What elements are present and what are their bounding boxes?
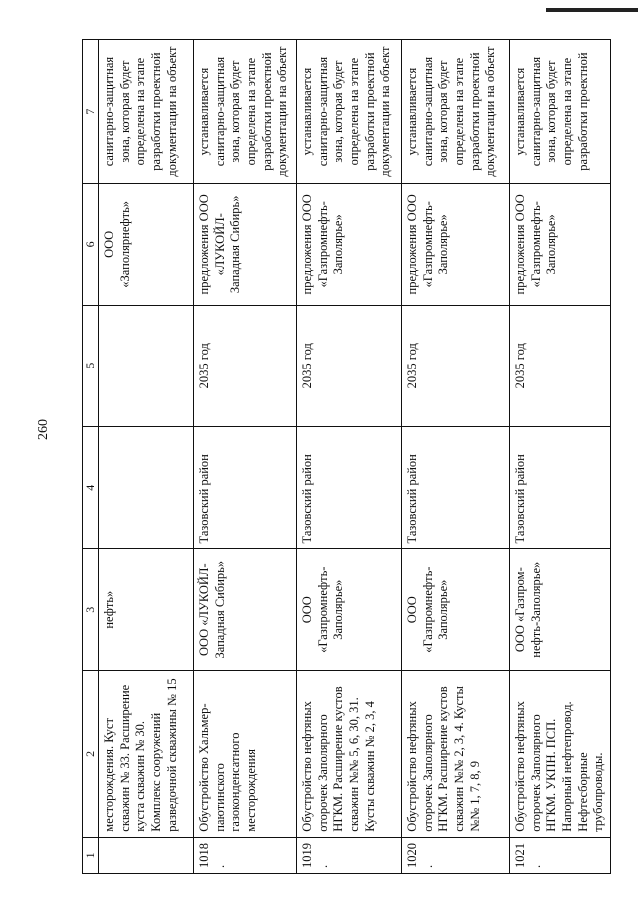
- basis: ООО «Заполярнефть»: [99, 184, 194, 305]
- table-row: [510, 40, 611, 874]
- col-number-4: 4: [83, 426, 99, 549]
- district: Тазовский район: [402, 426, 510, 549]
- year: 2035 год: [402, 305, 510, 426]
- organization: ООО «Газпромнефть-Заполярье»: [402, 549, 510, 670]
- object-name: месторождения. Куст скважин № 33. Расширение куста скважин № 30. Комплекс сооружений разведочной скважины № 15: [99, 670, 194, 837]
- district: Тазовский район: [510, 426, 611, 549]
- organization: ООО «ЛУКОЙЛ-Западная Сибирь»: [194, 549, 297, 670]
- row-number: 1021.: [510, 837, 611, 873]
- basis: предложения ООО «ЛУКОЙЛ-Западная Сибирь»: [194, 184, 297, 305]
- scan-mark: [546, 8, 638, 12]
- object-name: Обустройство Хальмер-паютинского газоконденсатного месторождения: [194, 670, 297, 837]
- district: Тазовский район: [297, 426, 402, 549]
- col-number-6: 6: [83, 184, 99, 305]
- basis: предложения ООО «Газпромнефть-Заполярье»: [297, 184, 402, 305]
- protection-zone: устанавливается санитарно-защитная зона, которая будет определена на этапе разработки проектной: [510, 40, 611, 184]
- row-number: 1020.: [402, 837, 510, 873]
- col-number-7: 7: [83, 40, 99, 184]
- row-number: 1019.: [297, 837, 402, 873]
- rotated-table-container: [82, 39, 606, 874]
- year: [99, 305, 194, 426]
- objects-table: [82, 39, 611, 874]
- col-number-5: 5: [83, 305, 99, 426]
- object-name: Обустройство нефтяных оторочек Заполярного НГКМ. УКПН. ПСП. Напорный нефтепровод. Нефтесборные трубопроводы.: [510, 670, 611, 837]
- page-number: 260: [36, 419, 51, 440]
- year: 2035 год: [194, 305, 297, 426]
- table-row: [402, 40, 510, 874]
- table-row: [194, 40, 297, 874]
- protection-zone: устанавливается санитарно-защитная зона, которая будет определена на этапе разработки проектной документации на объект: [402, 40, 510, 184]
- col-number-2: 2: [83, 670, 99, 837]
- row-number: [99, 837, 194, 873]
- table-row: [99, 40, 194, 874]
- organization: ООО «Газпром-нефть-Заполярье»: [510, 549, 611, 670]
- protection-zone: санитарно-защитная зона, которая будет определена на этапе разработки проектной документации на объект: [99, 40, 194, 184]
- row-number: 1018.: [194, 837, 297, 873]
- protection-zone: устанавливается санитарно-защитная зона, которая будет определена на этапе разработки проектной документации на объект: [194, 40, 297, 184]
- organization: ООО «Газпромнефть-Заполярье»: [297, 549, 402, 670]
- col-number-1: 1: [83, 837, 99, 873]
- object-name: Обустройство нефтяных оторочек Заполярного НГКМ. Расширение кустов скважин №№ 5, 6, 30, 31. Кусты скважин № 2, 3, 4: [297, 670, 402, 837]
- column-number-row: [83, 40, 99, 874]
- col-number-3: 3: [83, 549, 99, 670]
- object-name: Обустройство нефтяных оторочек Заполярного НГКМ. Расширение кустов скважин №№ 2, 3, 4. Кусты №№ 1, 7, 8, 9: [402, 670, 510, 837]
- district: Тазовский район: [194, 426, 297, 549]
- year: 2035 год: [297, 305, 402, 426]
- basis: предложения ООО «Газпромнефть-Заполярье»: [402, 184, 510, 305]
- year: 2035 год: [510, 305, 611, 426]
- basis: предложения ООО «Газпромнефть-Заполярье»: [510, 184, 611, 305]
- organization: нефть»: [99, 549, 194, 670]
- protection-zone: устанавливается санитарно-защитная зона, которая будет определена на этапе разработки проектной документации на объект: [297, 40, 402, 184]
- table-row: [297, 40, 402, 874]
- district: [99, 426, 194, 549]
